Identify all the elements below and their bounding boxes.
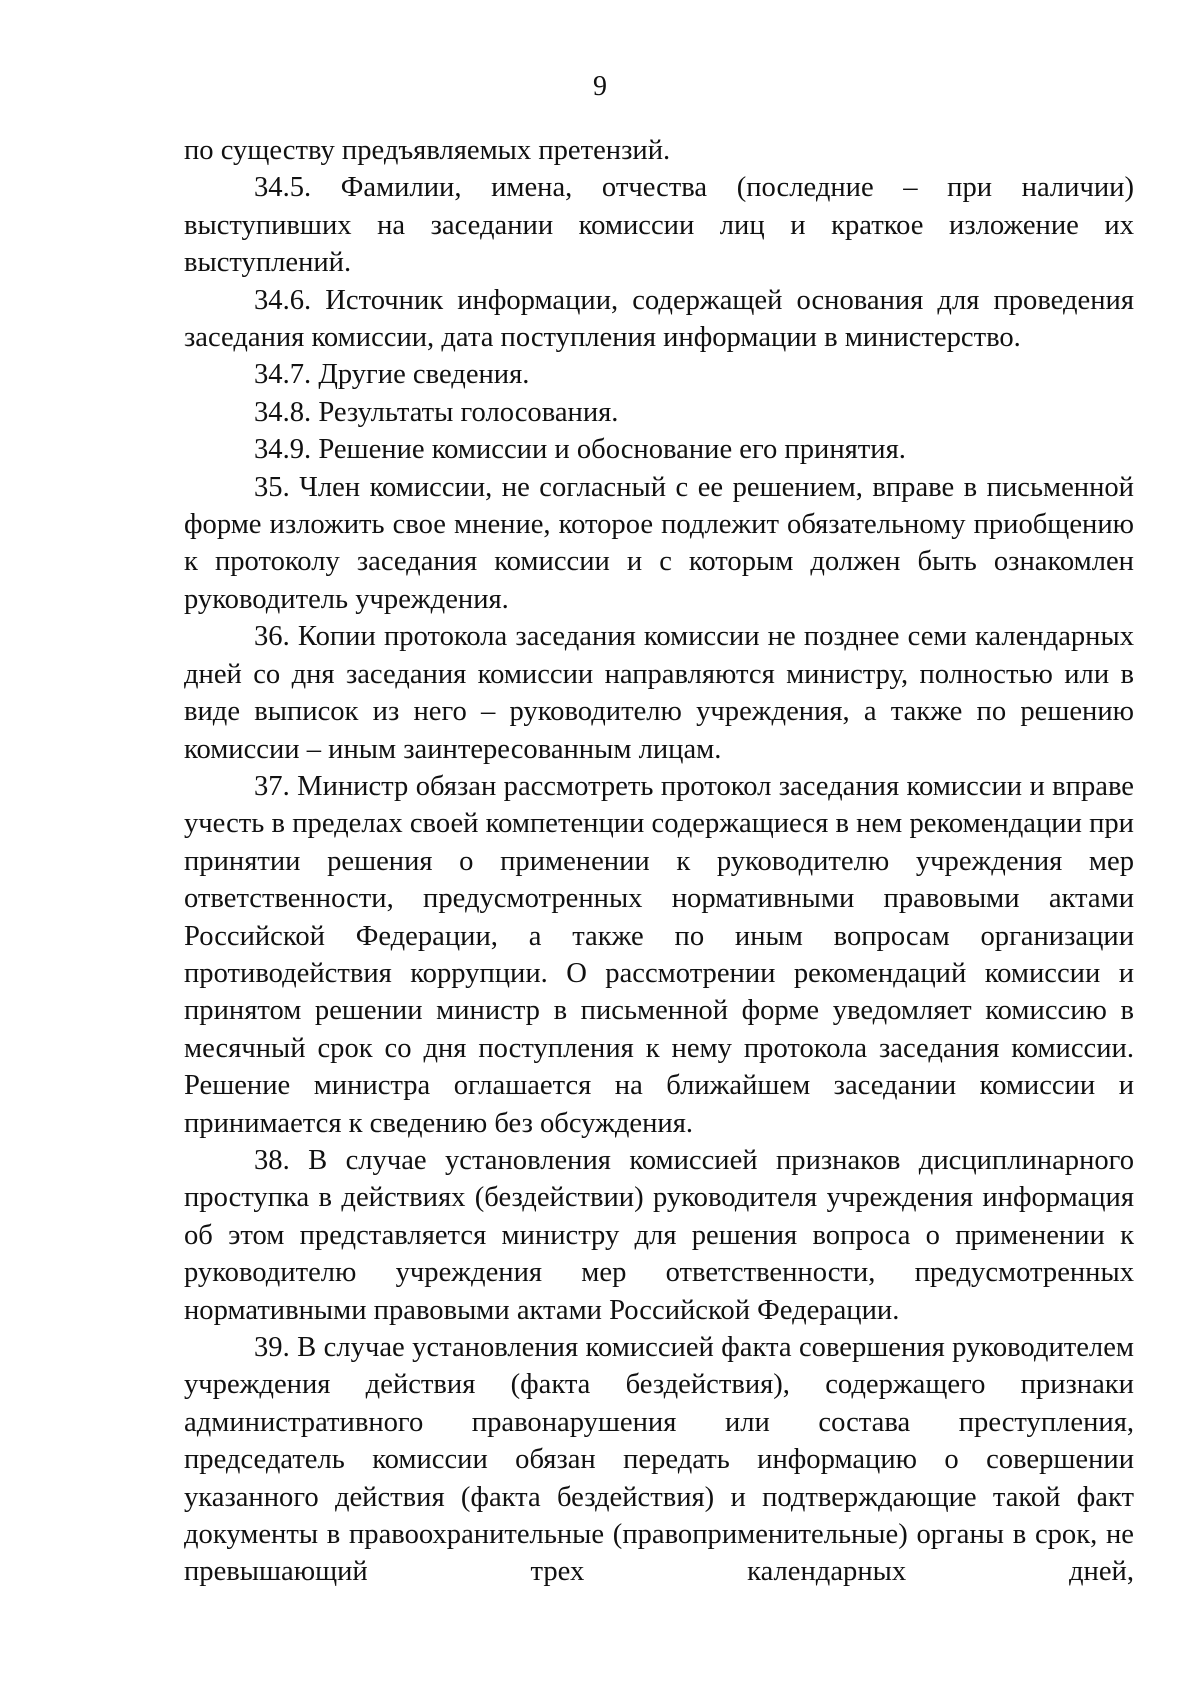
document-body	[184, 132, 1134, 1591]
paragraph-35: 35. Член комиссии, не согласный с ее решением, вправе в письменной форме изложить свое мнение, которое подлежит обязательному приобщению к протоколу заседания комиссии и с которым должен быть ознакомлен руководитель учреждения.	[184, 471, 1134, 615]
paragraph-34-7: 34.7. Другие сведения.	[254, 359, 530, 391]
paragraph-34-9: 34.9. Решение комиссии и обоснование его принятия.	[254, 434, 906, 466]
paragraph-34-6: 34.6. Источник информации, содержащей основания для проведения заседания комиссии, дата поступления информации в министерство.	[184, 284, 1134, 354]
paragraph-38: 38. В случае установления комиссией признаков дисциплинарного проступка в действиях (бездействии) руководителя учреждения информация об этом представляется министру для решения вопроса о применении к руководителю учреждения мер ответственности, предусмотренных нормативными правовыми актами Российской Федерации.	[184, 1144, 1134, 1326]
paragraph-36: 36. Копии протокола заседания комиссии не позднее семи календарных дней со дня заседания комиссии направляются министру, полностью или в виде выписок из него – руководителю учреждения, а также по решению комиссии – иным заинтересованным лицам.	[184, 621, 1134, 765]
paragraph-34-5: 34.5. Фамилии, имена, отчества (последние – при наличии) выступивших на заседании комиссии лиц и краткое изложение их выступлений.	[184, 172, 1134, 279]
paragraph-34-8: 34.8. Результаты голосования.	[254, 396, 619, 428]
paragraph-continuation: по существу предъявляемых претензий.	[184, 135, 671, 166]
paragraph-39: 39. В случае установления комиссией факта совершения руководителем учреждения действия (факта бездействия), содержащего признаки административного правонарушения или состава преступления, председатель комиссии обязан передать информацию о совершении указанного действия (факта бездействия) и подтверждающие такой факт документы в правоохранительные (правоприменительные) органы в срок, не превышающий трех календарных дней,	[184, 1332, 1134, 1588]
page-number: 9	[593, 71, 607, 102]
paragraph-37: 37. Министр обязан рассмотреть протокол заседания комиссии и вправе учесть в пределах своей компетенции содержащиеся в нем рекомендации при принятии решения о применении к руководителю учреждения мер ответственности, предусмотренных нормативными правовыми актами Российской Федерации, а также по иным вопросам организации противодействия коррупции. О рассмотрении рекомендаций комиссии и принятом решении министр в письменной форме уведомляет комиссию в месячный срок со дня поступления к нему протокола заседания комиссии. Решение министра оглашается на ближайшем заседании комиссии и принимается к сведению без обсуждения.	[184, 770, 1134, 1139]
